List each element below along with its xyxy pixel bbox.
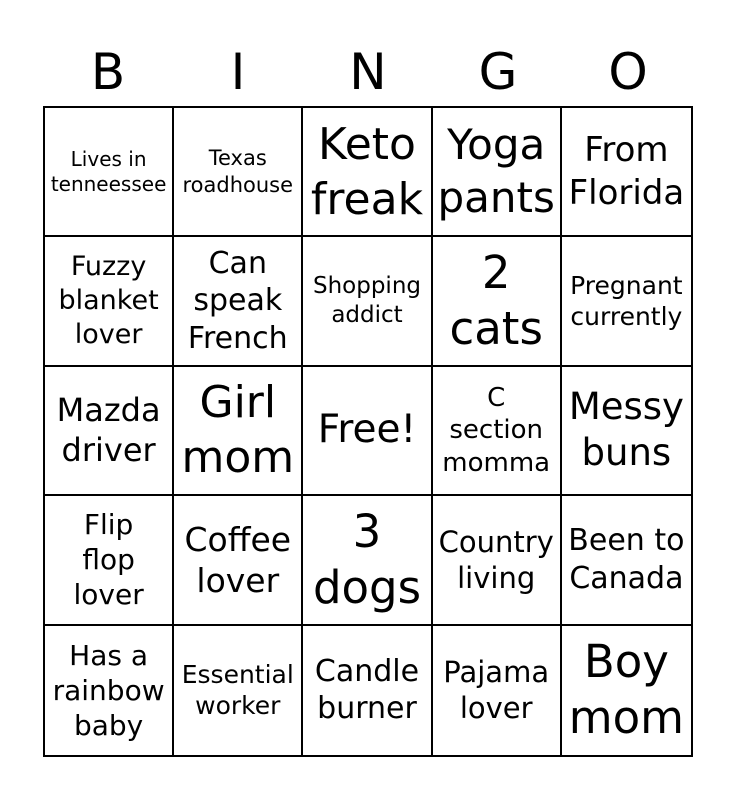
cell-line: lover [73, 578, 144, 612]
bingo-cell-r4c4[interactable] [433, 496, 562, 625]
bingo-cell-r5c3[interactable] [303, 626, 432, 755]
cell-line: Lives in [70, 146, 147, 171]
cell-line: momma [442, 447, 551, 478]
bingo-cell-r2c5[interactable] [562, 237, 691, 366]
bingo-cell-r5c4[interactable] [433, 626, 562, 755]
cell-line: Free! [317, 407, 417, 453]
bingo-cell-r4c1[interactable] [45, 496, 174, 625]
cell-line: tenneessee [50, 171, 167, 196]
cell-line: freak [310, 173, 424, 225]
bingo-cell-r1c5[interactable] [562, 108, 691, 237]
cell-line: Boy [583, 635, 669, 689]
cell-line: C [487, 382, 506, 413]
cell-line: Yoga [447, 120, 546, 170]
cell-line: Girl [199, 377, 277, 429]
bingo-cell-r5c5[interactable] [562, 626, 691, 755]
cell-line: lover [196, 560, 280, 600]
cell-line: Can [208, 245, 267, 281]
cell-line: mom [181, 432, 295, 484]
bingo-cell-r5c2[interactable] [174, 626, 303, 755]
cell-line: 2 [481, 245, 511, 299]
bingo-cell-r4c2[interactable] [174, 496, 303, 625]
cell-line: rainbow [52, 673, 165, 707]
cell-line: Coffee [184, 519, 292, 559]
bingo-cell-r2c2[interactable] [174, 237, 303, 366]
cell-line: addict [331, 302, 403, 329]
cell-line: 3 [352, 504, 382, 558]
bingo-cell-r5c1[interactable] [45, 626, 174, 755]
cell-line: lover [74, 318, 143, 350]
cell-line: French [187, 320, 288, 356]
bingo-cell-r3c2[interactable] [174, 367, 303, 496]
cell-line: Candle [314, 653, 420, 689]
cell-line: dogs [312, 560, 422, 614]
cell-line: Pajama [443, 655, 550, 690]
bingo-cell-r2c3[interactable] [303, 237, 432, 366]
cell-line: lover [459, 691, 533, 726]
title-letter-o: O [608, 43, 648, 101]
cell-line: flop [82, 543, 135, 577]
cell-line: Has a [69, 638, 149, 672]
cell-line: mom [568, 691, 684, 745]
bingo-title [43, 43, 693, 101]
cell-line: Flip [83, 508, 134, 542]
title-letter-g: G [478, 43, 518, 101]
bingo-cell-r2c4[interactable] [433, 237, 562, 366]
cell-line: living [457, 560, 536, 595]
bingo-cell-r3c5[interactable] [562, 367, 691, 496]
cell-line: driver [61, 431, 156, 470]
cell-line: cats [449, 302, 543, 356]
cell-line: Pregnant [570, 270, 683, 300]
bingo-cell-r1c4[interactable] [433, 108, 562, 237]
bingo-cell-r4c3[interactable] [303, 496, 432, 625]
title-letter-n: N [349, 43, 387, 101]
cell-line: Fuzzy [70, 251, 147, 283]
cell-line: Been to [568, 523, 685, 559]
cell-line: pants [437, 172, 555, 222]
cell-line: buns [581, 431, 672, 475]
bingo-grid [43, 106, 693, 757]
cell-line: baby [73, 708, 144, 742]
cell-line: Essential [181, 660, 294, 690]
cell-line: worker [195, 691, 281, 721]
bingo-cell-r1c3[interactable] [303, 108, 432, 237]
cell-line: speak [193, 283, 283, 319]
bingo-cell-r1c2[interactable] [174, 108, 303, 237]
cell-line: Keto [318, 118, 416, 170]
bingo-cell-r3c4[interactable] [433, 367, 562, 496]
cell-line: Canada [569, 560, 684, 596]
cell-line: Messy [568, 385, 684, 429]
bingo-cell-r3c1[interactable] [45, 367, 174, 496]
cell-line: section [449, 415, 544, 446]
bingo-cell-r4c5[interactable] [562, 496, 691, 625]
cell-line: Florida [568, 172, 685, 213]
cell-line: Shopping [312, 273, 421, 300]
bingo-cell-r3c3[interactable] [303, 367, 432, 496]
cell-line: Country [438, 524, 554, 559]
bingo-cell-r1c1[interactable] [45, 108, 174, 237]
cell-line: blanket [58, 285, 159, 317]
cell-line: Mazda [56, 391, 161, 430]
cell-line: currently [570, 302, 683, 332]
cell-line: roadhouse [182, 172, 294, 197]
cell-line: From [584, 130, 669, 171]
title-letter-b: B [90, 43, 126, 101]
cell-line: Texas [208, 146, 267, 171]
bingo-cell-r2c1[interactable] [45, 237, 174, 366]
title-letter-i: I [230, 43, 246, 101]
cell-line: burner [317, 691, 417, 727]
